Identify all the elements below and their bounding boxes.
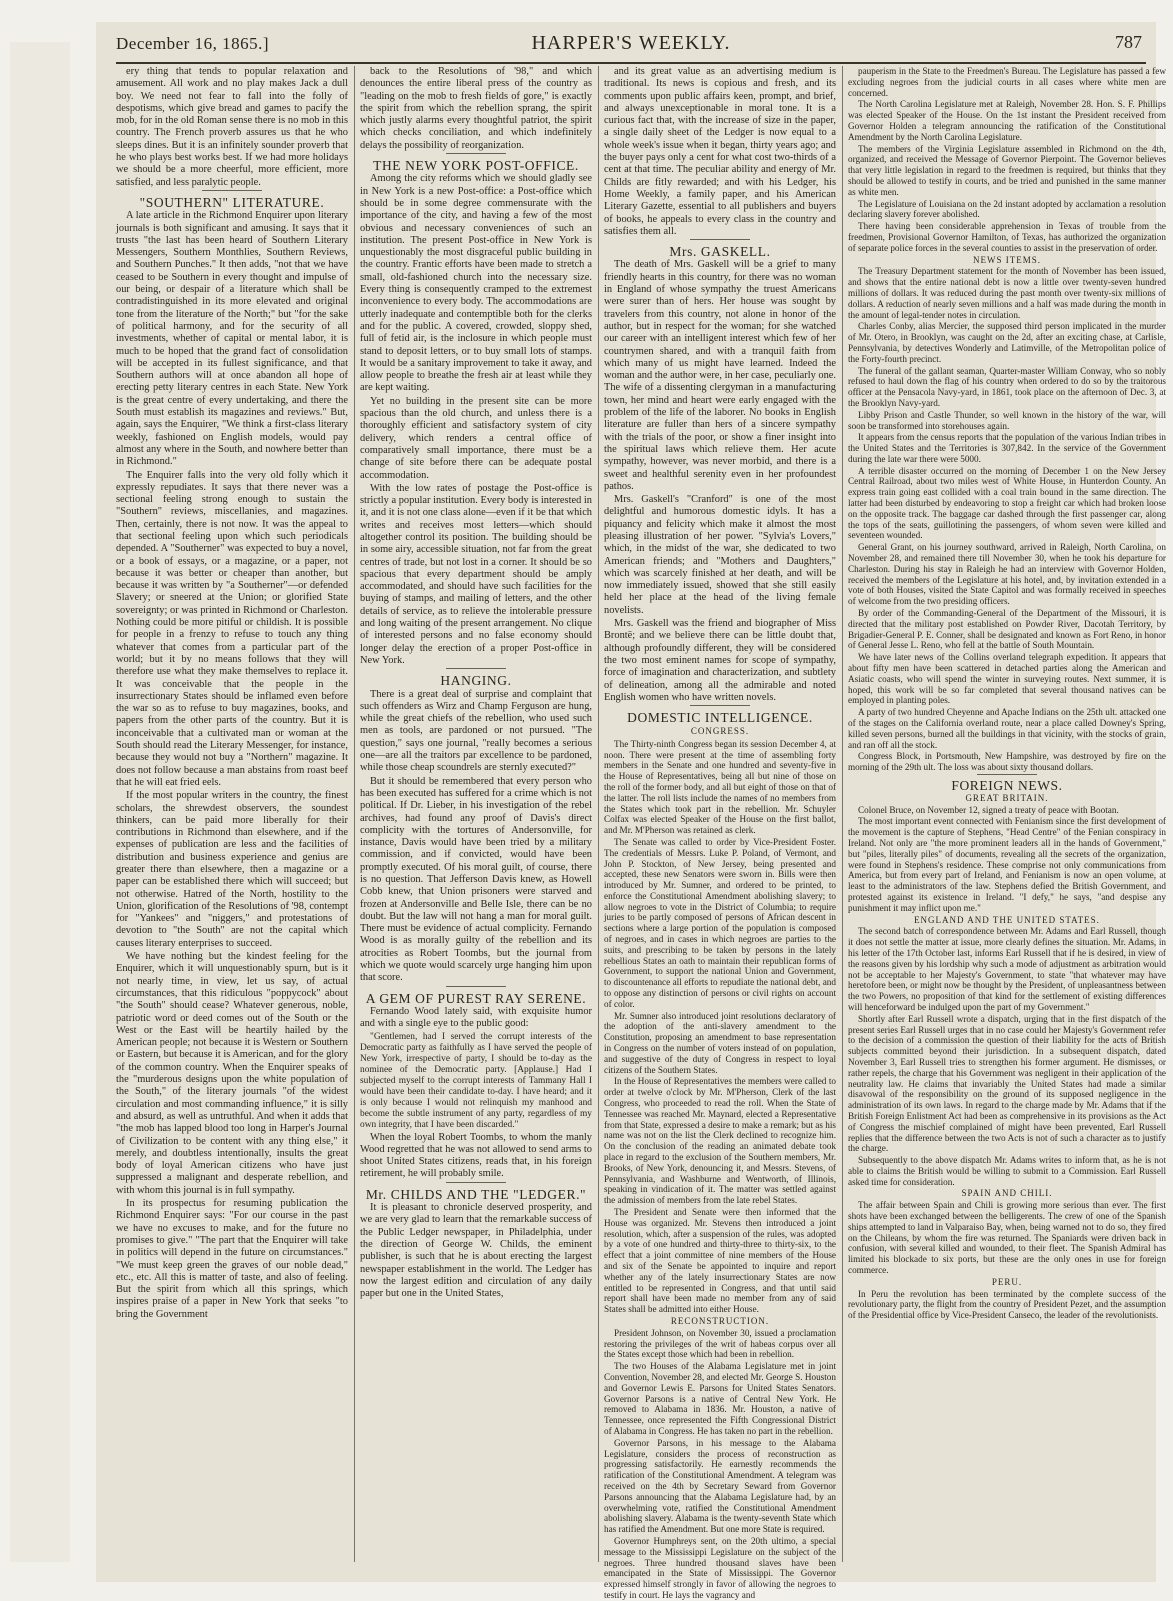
paragraph: We have later news of the Collins overland telegraph expedition. It appears that about fifty men have been scattered in detached parties along the American and Asiatic coasts, who will spend the winter in surveying routes. Next summer, it is hoped, this work will be so far completed that several thousand natives can be employed in planting poles. bbox=[848, 652, 1166, 706]
paragraph: Colonel Bruce, on November 12, signed a treaty of peace with Bootan. bbox=[858, 804, 1119, 815]
paragraph: But it should be remembered that every person who has been executed has suffered for a crime which is not political. If Dr. Lieber, in his investigation of the rebel archives, had found any proof of Davis's direct complicity with the tortures of Andersonville, for instance, Davis would have been tried by a military commission, and if convicted, would have been promptly executed. Of his moral guilt, of course, there is no question. That Jefferson Davis knew, as Howell Cobb knew, that Union prisoners were starved and frozen at Andersonville and Belle Isle, there can be no doubt. But the law will not hang a man for moral guilt. There must be evidence of actual complicity. Fernando Wood is as morally guilty of the rebellion and its atrocities as Robert Toombs, but the journal from which we quote would scarcely urge hanging him upon that score. bbox=[360, 775, 592, 984]
column-2 bbox=[360, 66, 592, 1562]
headline-hanging: HANGING. bbox=[360, 668, 592, 687]
paragraph: In its prospectus for resuming publication the Richmond Enquirer says: "For our course in the past we have no excuses to make, and for the future no promises to give." "The part that the Enquirer will take in politics will depend in the future on circumstances." "We must keep green the graves of our noble dead," etc., etc. All this is matter of taste, and also of feeling. But the spirit from which all this springs, which inspires praise of a paper in New York that seeks "to bring the Government bbox=[116, 1198, 348, 1320]
headline-southern-literature: "SOUTHERN" LITERATURE. bbox=[116, 190, 348, 209]
paragraph: Shortly after Earl Russell wrote a dispatch, urging that in the first dispatch of the present series Earl Russell urges that in no case could her Majesty's Government refer to the decision of a commission the question of their liability for the acts of British subjects committed beyond their jurisdiction. In a subsequent dispatch, dated November 3, Earl Russell tries to strengthen his former argument. He dismisses, or rather repels, the charge that his Government was negligent in their application of the neutrality law. He claims that invariably the United States had made a similar disavowal of the responsibility on the ground of its supposed negligence in the administration of its own laws. In regard to the charge made by Mr. Adams that if the British Foreign Enlistment Act had been as comprehensive in its provisions as the Act of Congress the mischief complained of might have been prevented, Earl Russell replies that the difference between the two Acts is not of such a character as to justify the charge. bbox=[848, 1013, 1166, 1154]
headline-foreign-news: FOREIGN NEWS. bbox=[848, 774, 1166, 792]
paragraph: In Peru the revolution has been terminated by the complete success of the revolutionary party, the flight from the country of President Pezet, and the assumption of the Presidential office by Vice-President Canseco, the leader of the revolutionists. bbox=[848, 1288, 1166, 1321]
paragraph: Charles Conby, alias Mercier, the supposed third person implicated in the murder of Mr. Otero, in Brooklyn, was caught on the 2d, after an exciting chase, at Carlisle, Pennsylvania, by detectives Wonderly and Latimville, of the Metropolitan police of the Forty-fourth precinct. bbox=[848, 321, 1166, 364]
paragraph: A terrible disaster occurred on the morning of December 1 on the New Jersey Central Railroad, about two miles west of White House, in Hunterdon County. An express train going east collided with a coal train bound in the same direction. The latter had been disturbed by endeavoring to stop a freight car which had broken loose on the opposite track. The baggage car dashed through the first passenger car, along the tops of the seats, guillotining the passengers, of whom seven were killed and seventeen wounded. bbox=[848, 465, 1166, 541]
paragraph: It appears from the census reports that the population of the various Indian tribes in the United States and the Territories is 307,842. In the service of the Government during the late war there were 5000. bbox=[848, 432, 1166, 464]
page-number: 787 bbox=[1115, 32, 1142, 52]
subhead-spain-chili: SPAIN AND CHILI. bbox=[961, 1188, 1053, 1199]
paragraph: The members of the Virginia Legislature assembled in Richmond on the 4th, organized, and received the Message of Governor Pierpoint. The Governor believes that very little legislation in regard to the freedmen is required, but thinks that they should be allowed to testify in courts, and be tried and punished in the same manner as white men. bbox=[848, 143, 1166, 197]
column-divider bbox=[842, 66, 843, 1562]
column-1 bbox=[116, 66, 348, 1562]
paragraph: The Thirty-ninth Congress began its session December 4, at noon. There were present at the time of assembling forty members in the Senate and one hundred and seventy-five in the House of Representatives, being all but nine of those on the roll of the former body, and all but eight of those on that of the latter. The roll lists include the names of no members from the States which took part in the rebellion. Mr. Schuyler Colfax was elected Speaker of the House on the first ballot, and Mr. M'Pherson was retained as clerk. bbox=[604, 738, 836, 836]
paragraph: There is a great deal of surprise and complaint that such offenders as Wirz and Champ Ferguson are hung, while the great chiefs of the rebellion, who used such men as tools, are pardoned or not pursued. "The question," says one journal, "really becomes a serious one—are all the traitors par excellence to be pardoned, while those cheap scoundrels are sternly executed?" bbox=[360, 688, 592, 774]
paragraph: The Legislature of Louisiana on the 2d instant adopted by acclamation a resolution declaring slavery forever abolished. bbox=[848, 198, 1166, 220]
paragraph: Fernando Wood lately said, with exquisite humor and with a single eye to the public good: bbox=[360, 1005, 592, 1030]
paragraph: pauperism in the State to the Freedmen's Bureau. The Legislature has passed a few excluding negroes from the judicial courts in all cases where white men are concerned. bbox=[848, 66, 1166, 98]
paragraph: ery thing that tends to popular relaxation and amusement. All work and no play makes Jack a dull boy. We need not fear to fall into the folly of despotisms, which give bread and games to pacify the mob, for in the old Roman sense there is no mob in this country. The French proverb assures us that he who sleeps dines. But it is an infinitely sounder proverb that he who plays best works best. If we had more holidays we should be a more cheerful, more efficient, more satisfied, and less paralytic people. bbox=[116, 66, 348, 188]
subhead-news-items: NEWS ITEMS. bbox=[973, 254, 1041, 265]
paragraph: The North Carolina Legislature met at Raleigh, November 28. Hon. S. F. Phillips was elected Speaker of the House. On the 1st instant the President received from Governor Holden a telegram announcing the ratification of the Constitutional Amendment by the North Carolina Legislature. bbox=[848, 99, 1166, 142]
paragraph: Mrs. Gaskell's "Cranford" is one of the most delightful and humorous domestic idyls. It has a piquancy and felicity which make it almost the most pleasing illustration of her power. "Sylvia's Lovers," which, in the midst of the war, she dedicated to two American friends; and "Mothers and Daughters," which was scarcely finished at her death, and will be now immediately issued, showed that she still easily held her place at the head of the living female novelists. bbox=[604, 494, 836, 616]
paragraph: The funeral of the gallant seaman, Quarter-master William Conway, who so nobly refused to haul down the flag of his country when ordered to do so by the traitorous officer at the Pensacola Navy-yard, in 1861, took place on the afternoon of Dec. 3, at the Brooklyn Navy-yard. bbox=[848, 365, 1166, 408]
subhead-great-britain: GREAT BRITAIN. bbox=[965, 792, 1049, 803]
paragraph: There having been considerable apprehension in Texas of trouble from the freedmen, Provisional Governor Hamilton, of Texas, has authorized the organization of separate police forces in the several counties to assist in the preservation of order. bbox=[848, 221, 1166, 253]
paragraph: By order of the Commanding-General of the Department of the Missouri, it is directed that the military post established on Powder River, Dacotah Territory, by Brigadier-General P. E. Conner, shall be designated and known as Fort Reno, in honor of General Jesse L. Reno, who fell at the battle of South Mountain. bbox=[848, 608, 1166, 651]
paragraph: When the loyal Robert Toombs, to whom the manly Wood regretted that he was not allowed to send arms to shoot United States citizens, reads that, in his foreign retirement, he will probably smile. bbox=[360, 1131, 592, 1180]
headline-gaskell: Mrs. GASKELL. bbox=[604, 239, 836, 258]
subhead-peru: PERU. bbox=[991, 1276, 1023, 1287]
paragraph: Governor Parsons, in his message to the Alabama Legislature, considers the process of reconstruction as progressing satisfactorily. He earnestly recommends the ratification of the Constitutional Amendment. A telegram was received on the 4th by Secretary Seward from Governor Parsons announcing that the Alabama Legislature had, by an overwhelming vote, ratified the Constitutional Amendment abolishing slavery. Alabama is the twenty-seventh State which has ratified the Amendment. But one more State is required. bbox=[604, 1437, 836, 1535]
article-columns bbox=[116, 66, 1166, 1600]
column-divider bbox=[598, 66, 599, 1562]
paragraph: The two Houses of the Alabama Legislature met in joint Convention, November 28, and elected Mr. George S. Houston and Governor Lewis E. Parsons for United States Senators. Governor Parsons is a native of Central New York. He removed to Alabama in 1836. Mr. Houston, a native of Tennessee, once represented the Fifth Congressional District of Alabama in Congress. He has taken no part in the rebellion. bbox=[604, 1361, 836, 1436]
paragraph: The Enquirer falls into the very old folly which it expressly repudiates. It says that there never was a sectional feeling strong enough to sustain the "Southern" reviews, miscellanies, and magazines. Then, certainly, there is not now. It was the appeal to that sectional feeling upon which such periodicals depended. A "Southerner" was expected to buy a novel, or a book of essays, or a magazine, or a paper, not because it was better or cheaper than another, but because it was written by "a Southerner"—or defended Slavery; or sneered at the Union; or glorified State sovereignty; or was printed in Richmond or Charleston. Nothing could be more pitiful or childish. It is possible for people in a frenzy to refuse to touch any thing whatever that comes from a particular part of the world; but it by no means follows that they will therefore use what they make themselves to replace it. It was conceivable that the people in the insurrectionary States should be inflamed even before the war so as to refuse to buy magazines, books, and papers from the other parts of the country. But it is inconceivable that a cultivated man or woman at the South should read the Literary Messenger, for instance, because they would not buy a "Northern" magazine. It does not follow because a man abstains from roast beef that he will eat fried eels. bbox=[116, 469, 348, 788]
paragraph: The affair between Spain and Chili is growing more serious than ever. The first shots have been exchanged between the belligerents. The crew of one of the Spanish ships attempted to land in Valparaiso Bay, when, being warned not to do so, they fired on the Chileans, by whom the fire was returned. The Spaniards were driven back in confusion, with several killed and wounded, to their fleet. The Spanish Admiral has limited his blockade to six ports, but these are the only ones in use for foreign commerce. bbox=[848, 1200, 1166, 1276]
subhead-congress: CONGRESS. bbox=[690, 726, 750, 737]
paragraph: back to the Resolutions of '98," and which denounces the entire liberal press of the country as "leading on the mob to fresh fields of gore," is exactly the spirit from which the rebellion sprang, the spirit which justly alarms every thoughtful patriot, the spirit which checks conciliation, and which indefinitely delays the possibility of reorganization. bbox=[360, 66, 592, 151]
paragraph: Libby Prison and Castle Thunder, so well known in the history of the war, will soon be transformed into storehouses again. bbox=[848, 409, 1166, 431]
headline-post-office: THE NEW YORK POST-OFFICE. bbox=[360, 153, 592, 172]
column-3 bbox=[604, 66, 836, 1600]
paragraph: The Treasury Department statement for the month of November has been issued, and shows that the entire national debt is now a little over twenty-seven hundred millions of dollars. It was reduced during the past month over twenty-six millions of dollars. A reduction of nearly seven millions and a half was made during the month in the amount of legal-tender notes in circulation. bbox=[848, 266, 1166, 320]
paragraph: The President and Senate were then informed that the House was organized. Mr. Stevens then introduced a joint resolution, which, after a suspension of the rules, was adopted by a vote of one hundred and thirty-three to thirty-six, to the effect that a joint committee of nine members of the House and six of the Senate be appointed to inquire and report whether any of the lately insurrectionary States are now entitled to be represented in Congress, and that until said report shall have been made no member from any of said States shall be admitted into either House. bbox=[604, 1207, 836, 1315]
column-divider bbox=[354, 66, 355, 1562]
subhead-reconstruction: RECONSTRUCTION. bbox=[670, 1315, 770, 1326]
paragraph: Among the city reforms which we should gladly see in New York is a new Post-office: a Post-office which should be in some degree commensurate with the importance of the city, and having a few of the most obvious and necessary conveniences of such an institution. The present Post-office in New York is unquestionably the most disgraceful public building in the country. Frantic efforts have been made to stretch a small, old-fashioned church into the necessary size. Every thing is consequently cramped to the extremest inconvenience to every body. The accommodations are utterly inadequate and contemptible both for the clerks and for the public. A covered, crowded, sloppy shed, full of fetid air, is the inclosure in which people must stand to deposit letters, or to buy small lots of stamps. It would be a sanitary improvement to take it away, and allow people to breathe the fresh air at least while they are kept waiting. bbox=[360, 173, 592, 394]
paragraph: With the low rates of postage the Post-office is strictly a popular institution. Every body is interested in it, and it is not one class alone—even if it be that which writes and receives most letters—which should altogether control its position. The building should be in some airy, accessible situation, not far from the great centres of trade, but not lost in a corner. It should be so spacious that every department should be amply accommodated, and should have such facilities for the buying of stamps, and mailing of letters, and the other details of service, as to relieve the intolerable pressure and long waiting of the present arrangement. No clique of interested persons and no false economy should longer delay the erection of a proper Post-office in New York. bbox=[360, 482, 592, 666]
publication-title: HARPER'S WEEKLY. bbox=[531, 32, 731, 54]
paragraph: General Grant, on his journey southward, arrived in Raleigh, North Carolina, on November 28, and remained there till November 30, when he took his departure for Charleston. During his stay in Raleigh he had an interview with Governor Holden, received the members of the Legislature at his hotel, and, by invitation extended in a vote of both Houses, visited the State Capitol and was formally received in speeches of welcome from the two presiding officers. bbox=[848, 542, 1166, 607]
paragraph: The death of Mrs. Gaskell will be a grief to many friendly hearts in this country, for there was no woman in England of whose sympathy the truest Americans were surer than of hers. Her house was sought by travelers from this country, not alone in honor of the author, but in respect for the woman; for she watched our career with an intelligent interest which few of her countrymen shared, and with a tranquil faith from which many of us might have learned. Indeed the woman and the author were, in her case, peculiarly one. The wife of a dissenting clergyman in a manufacturing town, her mind and heart were early engaged with the problem of the life of the laborer. No books in English literature are fuller than hers of a sincere sympathy with the trials of the poor, or show a finer insight into the spiritual laws which relieve them. Her acute sympathy, however, was never morbid, and there is a sweet and healthful serenity even in her profoundest pathos. bbox=[604, 259, 836, 492]
paragraph: If the most popular writers in the country, the finest scholars, the shrewdest observers, the soundest thinkers, can be paid more liberally for their contributions in Richmond than elsewhere, and if the expenses of publication are less and the facilities of distribution and business experience and genius are greater there than elsewhere, then a magazine or a paper can be established there which will succeed; but not otherwise. Hatred of the North, hostility to the Union, glorification of the Resolutions of '98, contempt for "Yankees" and "niggers," and protestations of devotion to "the South" are not the capital which causes literary enterprises to succeed. bbox=[116, 790, 348, 949]
paragraph: Mr. Sumner also introduced joint resolutions declaratory of the adoption of the anti-slavery amendment to the Constitution, proposing an amendment to base representation in Congress on the number of voters instead of on population, and suggestive of the duty of Congress in respect to loyal citizens of the Southern States. bbox=[604, 1010, 836, 1075]
paragraph: President Johnson, on November 30, issued a proclamation restoring the privileges of the writ of habeas corpus over all the States except those which had been in rebellion. bbox=[604, 1327, 836, 1360]
block-quote: "Gentlemen, had I served the corrupt interests of the Democratic party as faithfully as I have served the people of New York, irrespective of party, I should be to-day as the nominee of the Democratic party. [Applause.] Had I subjected myself to the corrupt interests of Tammany Hall I would have been their candidate to-day. I have heard; and it is only because I would not relinquish my manhood and become the subtle instrument of any party, regardless of my own integrity, that I have been discarded." bbox=[360, 1031, 592, 1130]
newspaper-page bbox=[96, 22, 1166, 1600]
paragraph: The second batch of correspondence between Mr. Adams and Earl Russell, though it does not settle the matter at issue, more clearly defines the situation. Mr. Adams, in his letter of the 17th October last, informs Earl Russell that if he is desired, in view of the reasons given by his lordship why such a mode of adjustment as arbitration would not be acceptable to her Majesty's Government, to state "that whatever may have heretofore been, or might now be thought by the President, of unpleasantness between the two Powers, no proposition of that kind for the settlement of existing differences will henceforward be indulged upon the part of my Government." bbox=[848, 926, 1166, 1012]
paragraph: A late article in the Richmond Enquirer upon literary journals is both significant and amusing. It says that it trusts "the last has been heard of Southern Literary Messengers, Southern Monthlies, Southern Reviews, and Southern Punches." It then adds, "not that we have ceased to be Southern in every thought and impulse of our being, or despair of a literature which shall be contradistinguished in its more elevated and original tone from the literature of the North;" but "for the sake of political harmony, and for the security of all investments, whether of capital or mental labor, it is much to be hoped that the grand fact of consolidation will be accepted in its fullest significance, and that Southern authors will at once abandon all hope of erecting petty literary centres in each State. New York is the great centre of every undertaking, and there the South must establish its magazines and reviews." But, again, says the Enquirer, "We think a first-class literary weekly, fashioned on English models, would pay almost any where in the South, and nowhere better than in Richmond." bbox=[116, 210, 348, 468]
paragraph: The Senate was called to order by Vice-President Foster. The credentials of Messrs. Luke P. Poland, of Vermont, and John P. Stockton, of New Jersey, being presented and accepted, these new Senators were sworn in. Bills were then introduced by Mr. Sumner, and ordered to be printed, to enforce the Constitutional Amendment abolishing slavery; to allow negroes to vote in the District of Columbia; to require juries to be partly composed of persons of African descent in sections where a large portion of the population is composed of negroes, and in cases in which negroes are parties to the suits, and prescribing to be taken by persons in the lately rebellious States an oath to maintain their republican forms of Government, to support the national Union and Government, to discountenance all efforts to repudiate the national debt, and to oppose any distinction of persons or civil rights on account of color. bbox=[604, 836, 836, 1009]
paragraph: In the House of Representatives the members were called to order at twelve o'clock by Mr. M'Pherson, Clerk of the last Congress, who proceeded to read the roll. When the State of Tennessee was reached Mr. Maynard, elected a Representative from that State, expressed a desire to make a remark; but as his name was not on the list the Clerk declined to recognize him. On the conclusion of the reading an animated debate took place in regard to the exclusion of the Southern members, Mr. Brooks, of New York, denouncing it, and Messrs. Stevens, of Pennsylvania, and Washburne and Wentworth, of Illinois, speaking in vindication of it. The matter was settled against the admission of members from the late rebel States. bbox=[604, 1076, 836, 1206]
issue-date: December 16, 1865.] bbox=[116, 34, 270, 53]
subhead-england-us: ENGLAND AND THE UNITED STATES. bbox=[914, 914, 1100, 925]
headline-childs-ledger: Mr. CHILDS AND THE "LEDGER." bbox=[360, 1182, 592, 1201]
paragraph: Yet no building in the present site can be more spacious than the old church, and unless there is a thoroughly efficient and satisfactory system of city delivery, which renders a central office of comparatively small importance, there must be a change of site before there can be adequate postal accommodation. bbox=[360, 395, 592, 481]
paragraph: The most important event connected with Fenianism since the first development of the movement is the capture of Stephens, "Head Centre" of the Fenian conspiracy in Ireland. Not only are "the more prominent leaders all in the hands of Government," but "piles, literally piles" of documents, revealing all the secrets of the organization, were found in Stephens's residence. These comprise not only communications from America, but from every part of Ireland, and Fenianism is now an open volume, at least to the administrators of the law. Stephens defied the British Government, and protested against its existence in Ireland. "I defy," he says, "and despise any punishment it may inflict upon me." bbox=[848, 816, 1166, 913]
paragraph: A party of two hundred Cheyenne and Apache Indians on the 25th ult. attacked one of the stages on the California overland route, near a place called Downey's Spring, killed seven persons, burned all the buildings in that vicinity, with the stocks of grain, and ran off all the stock. bbox=[848, 707, 1166, 750]
column-4 bbox=[848, 66, 1166, 1562]
paragraph: Mrs. Gaskell was the friend and biographer of Miss Brontë; and we believe there can be little doubt that, although profoundly different, they will be considered the two most eminent names for scope of sympathy, force of imagination and characterization, and subtlety of delineation, among all the admirable and noted English women who have written novels. bbox=[604, 618, 836, 703]
headline-domestic-intelligence: DOMESTIC INTELLIGENCE. bbox=[604, 705, 836, 724]
paragraph: and its great value as an advertising medium is traditional. Its news is copious and fresh, and its comments upon public affairs keen, prompt, and brief, and always unexceptionable in moral tone. It is a curious fact that, with the increase of size in the paper, a single daily sheet of the Ledger is now equal to a whole week's issue when it began, thirty years ago; and the buyer pays only a cent for what cost two-thirds of a cent at that time. The peculiar ability and energy of Mr. Childs are fitly rewarded; and with his Ledger, his Home Weekly, a family paper, and his American Literary Gazette, essential to all publishers and buyers of books, he appeals to every class in the country and satisfies them all. bbox=[604, 66, 836, 237]
paragraph: Subsequently to the above dispatch Mr. Adams writes to inform that, as he is not able to claims the British would be willing to submit to a Commission. Earl Russell asked time for consideration. bbox=[848, 1155, 1166, 1187]
paragraph: Congress Block, in Portsmouth, New Hampshire, was destroyed by fire on the morning of the 29th ult. The loss was about sixty thousand dollars. bbox=[848, 751, 1166, 773]
masthead bbox=[116, 28, 1146, 64]
headline-gem: A GEM OF PUREST RAY SERENE. bbox=[360, 986, 592, 1005]
paragraph: We have nothing but the kindest feeling for the Enquirer, which it will unquestionably spurn, but is it not nearly time, in view, let us say, of actual circumstances, that this ridiculous "poppycock" about "the South" should cease? Whatever generous, noble, patriotic word or deed comes out of the South or the West or the East will be heartily hailed by the American people; not because it is Western or Southern or Eastern, but because it is American, and for the glory of the common country. When the Enquirer speaks of the "murderous designs upon the white population of the South," of the literary journals "of the widest circulation and most commanding influence," it is silly and absurd, as well as untruthful. And when it adds that "the mob has lapped blood too long in Harper's Journal of Civilization to be content with any thing else," it merely, and doubtless intentionally, insults the great body of loyal American citizens who have just suppressed a malignant and desperate rebellion, and with whom this journal is in full sympathy. bbox=[116, 951, 348, 1196]
paragraph: It is pleasant to chronicle deserved prosperity, and we are very glad to learn that the remarkable success of the Public Ledger newspaper, in Philadelphia, under the direction of George W. Childs, the eminent publisher, is such that he is about erecting the largest newspaper establishment in the world. The Ledger has now the largest edition and circulation of any daily paper but one in the United States, bbox=[360, 1202, 592, 1300]
paragraph: Governor Humphreys sent, on the 20th ultimo, a special message to the Mississippi Legislature on the subject of the negroes. Three hundred thousand slaves have been emancipated in the State of Mississippi. The Governor expressed himself strongly in favor of allowing the negroes to testify in court. He lays the vagrancy and bbox=[604, 1535, 836, 1600]
